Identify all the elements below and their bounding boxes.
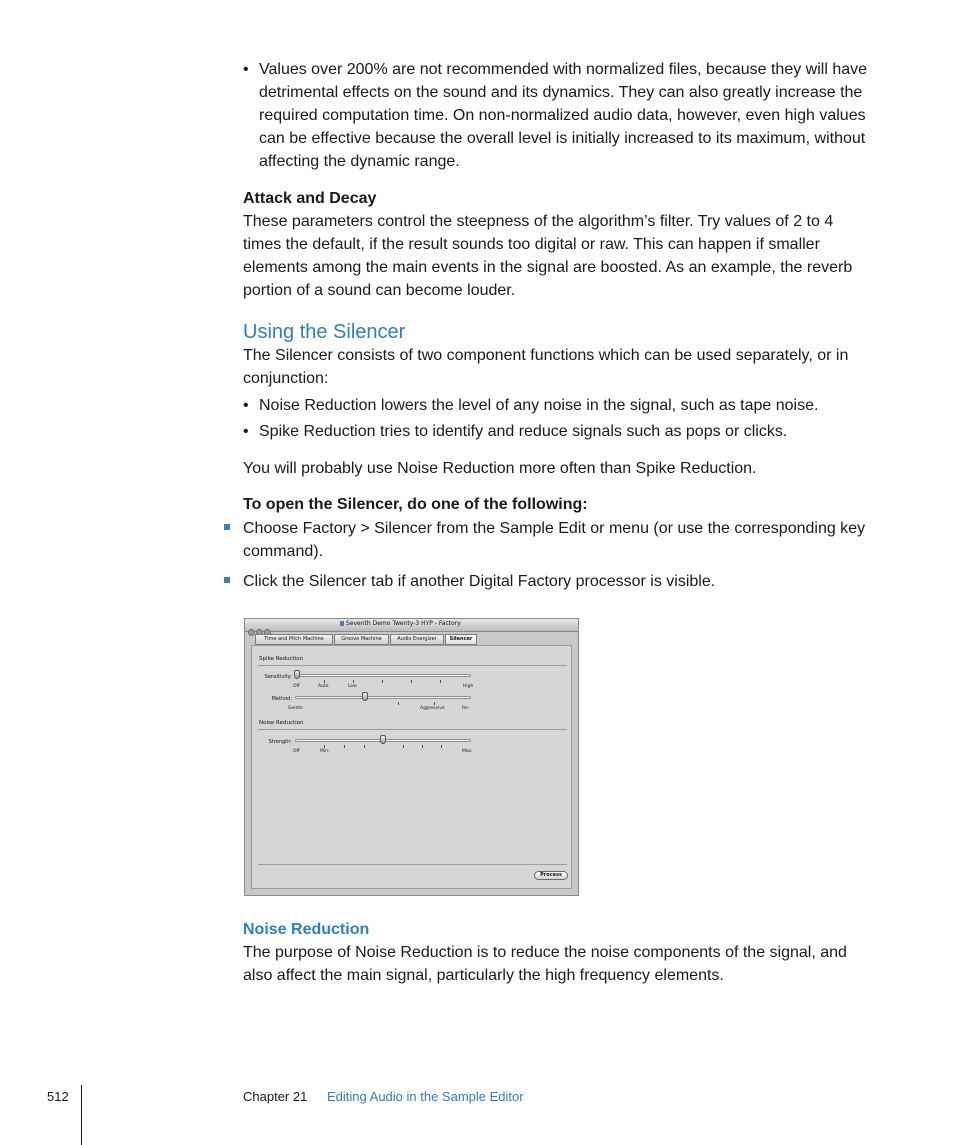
sensitivity-slider[interactable]: [295, 674, 471, 677]
tick-mark: [344, 745, 345, 748]
tick-mark: [411, 680, 412, 683]
bullet-dot: •: [243, 423, 249, 440]
sensitivity-slider-handle[interactable]: [294, 670, 300, 679]
square-bullet-icon: [224, 524, 230, 530]
process-button[interactable]: Process: [534, 871, 568, 880]
tab-time-and-pitch-machine[interactable]: Time and Pitch Machine: [255, 634, 333, 645]
footer-divider: [81, 1085, 82, 1145]
tick-mark: [441, 745, 442, 748]
intro-bullet-text: Values over 200% are not recommended with normalized files, because they will have detrimental effects on the sound and its dynamics. They can also greatly increase the required computation time. On non-normalized audio data, however, even high values can be effective because the overall level is initially increased to its maximum, without affecting the dynamic range.: [259, 61, 868, 170]
silencer-panel: [251, 645, 572, 889]
method-tick-aggressive: Aggressive: [420, 706, 445, 711]
tick-mark: [398, 702, 399, 705]
tick-mark: [364, 745, 365, 748]
divider: [258, 729, 567, 730]
divider: [258, 864, 567, 865]
sensitivity-tick-low: Low: [348, 684, 357, 689]
strength-tick-min: Min.: [320, 749, 330, 754]
tick-mark: [382, 680, 383, 683]
noise-reduction-heading: Noise Reduction: [243, 921, 370, 938]
method-slider[interactable]: [295, 696, 471, 699]
noise-reduction-label: Noise Reduction: [259, 720, 304, 726]
window-title: [340, 620, 461, 627]
method-tick-re: Re-: [462, 706, 470, 711]
step-text: Choose Factory > Silencer from the Sample Edit or menu (or use the corresponding key command).: [243, 520, 866, 560]
square-bullet-icon: [224, 577, 230, 583]
method-slider-handle[interactable]: [362, 692, 368, 701]
tab-audio-energizer[interactable]: Audio Energizer: [390, 634, 444, 645]
sensitivity-label: Sensitivity:: [264, 674, 292, 680]
tick-mark: [403, 745, 404, 748]
chapter-title-link[interactable]: Editing Audio in the Sample Editor: [327, 1089, 524, 1104]
method-label: Method:: [271, 696, 292, 702]
spike-reduction-label: Spike Reduction: [259, 656, 304, 662]
strength-tick-max: Max.: [462, 749, 473, 754]
sensitivity-tick-high: High: [463, 684, 474, 689]
tab-silencer[interactable]: Silencer: [445, 634, 477, 645]
step-text: Click the Silencer tab if another Digital Factory processor is visible.: [243, 573, 716, 590]
page-number: 512: [47, 1089, 69, 1104]
bullet-dot: •: [243, 397, 249, 414]
list-item-text: Spike Reduction tries to identify and reduce signals such as pops or clicks.: [259, 423, 788, 440]
section-heading-silencer: Using the Silencer: [243, 321, 406, 343]
list-item-text: Noise Reduction lowers the level of any noise in the signal, such as tape noise.: [259, 397, 819, 414]
tick-mark: [440, 680, 441, 683]
silencer-intro: The Silencer consists of two component functions which can be used separately, or in conjunction:: [243, 347, 849, 387]
sensitivity-tick-off: Off: [293, 684, 300, 689]
divider: [258, 665, 567, 666]
strength-tick-off: Off: [293, 749, 300, 754]
document-icon: [340, 621, 344, 626]
tick-mark: [353, 680, 354, 683]
method-tick-gentle: Gentle: [288, 706, 303, 711]
close-icon[interactable]: [248, 629, 255, 636]
tick-mark: [422, 745, 423, 748]
attack-decay-body: These parameters control the steepness of the algorithm’s filter. Try values of 2 to 4 times the default, if the result sounds too digital or raw. This can happen if smaller elements among the main events in the signal are boosted. As an example, the reverb portion of a sound can become louder.: [243, 213, 853, 299]
window-title-text: Seventh Demo Twenty-3 HYP - Factory: [346, 620, 461, 627]
attack-decay-heading: Attack and Decay: [243, 190, 377, 207]
sensitivity-tick-auto: Auto: [318, 684, 329, 689]
task-heading: To open the Silencer, do one of the following:: [243, 496, 588, 513]
window-titlebar: [245, 619, 578, 632]
silencer-note: You will probably use Noise Reduction more often than Spike Reduction.: [243, 460, 757, 477]
chapter-label: Chapter 21: [243, 1089, 308, 1104]
strength-slider-handle[interactable]: [380, 735, 386, 744]
tab-groove-machine[interactable]: Groove Machine: [334, 634, 389, 645]
strength-label: Strength:: [268, 739, 292, 745]
tick-mark: [324, 680, 325, 683]
silencer-window-screenshot: [244, 618, 579, 896]
noise-reduction-body: The purpose of Noise Reduction is to reduce the noise components of the signal, and also affect the main signal, particularly the high frequency elements.: [243, 944, 847, 984]
bullet-dot: •: [243, 61, 249, 78]
tick-mark: [434, 702, 435, 705]
tick-mark: [324, 745, 325, 748]
